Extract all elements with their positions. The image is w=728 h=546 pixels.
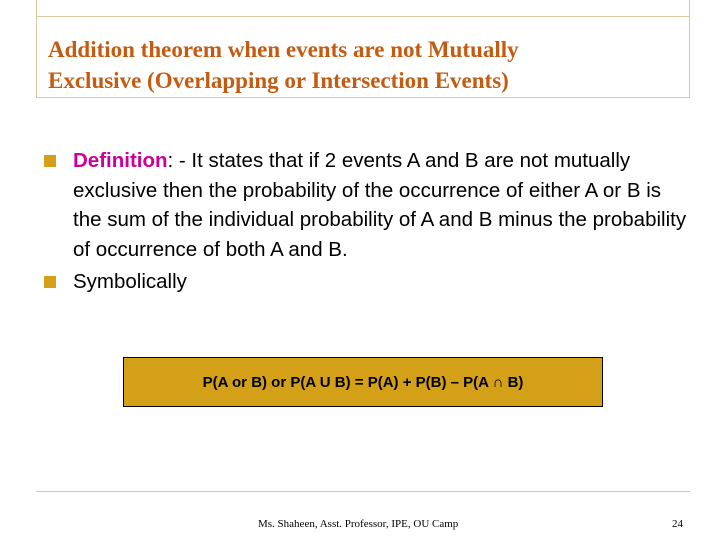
definition-body: : - It states that if 2 events A and B are not mutually exclusive then the probability of the occurrence of either A or B is the sum of the individual probability of A and B minus the probability of occurrence of both A and B. (73, 149, 687, 261)
page-number: 24 (672, 518, 683, 530)
slide-title (48, 34, 688, 96)
square-bullet-icon (44, 155, 56, 167)
bullet-symbolically (44, 267, 694, 297)
formula-box (123, 357, 603, 407)
left-border-line (36, 0, 37, 98)
top-divider (36, 16, 690, 17)
right-border-line (689, 0, 690, 98)
square-bullet-icon (44, 276, 56, 288)
definition-term: Definition (73, 149, 168, 172)
formula-text: P(A or B) or P(A U B) = P(A) + P(B) – P(A ∩ B) (202, 373, 524, 391)
title-divider (36, 97, 690, 98)
bullet-symbolically-text: Symbolically (73, 270, 187, 293)
slide-title-line-1: Addition theorem when events are not Mutually (48, 37, 519, 62)
bullet-list (44, 146, 694, 297)
slide-title-line-2: Exclusive (Overlapping or Intersection Events) (48, 68, 509, 93)
bullet-definition (44, 146, 694, 264)
bullet-definition-text (73, 146, 694, 264)
footer-author: Ms. Shaheen, Asst. Professor, IPE, OU Camp (258, 518, 459, 530)
footer-divider (36, 491, 690, 492)
